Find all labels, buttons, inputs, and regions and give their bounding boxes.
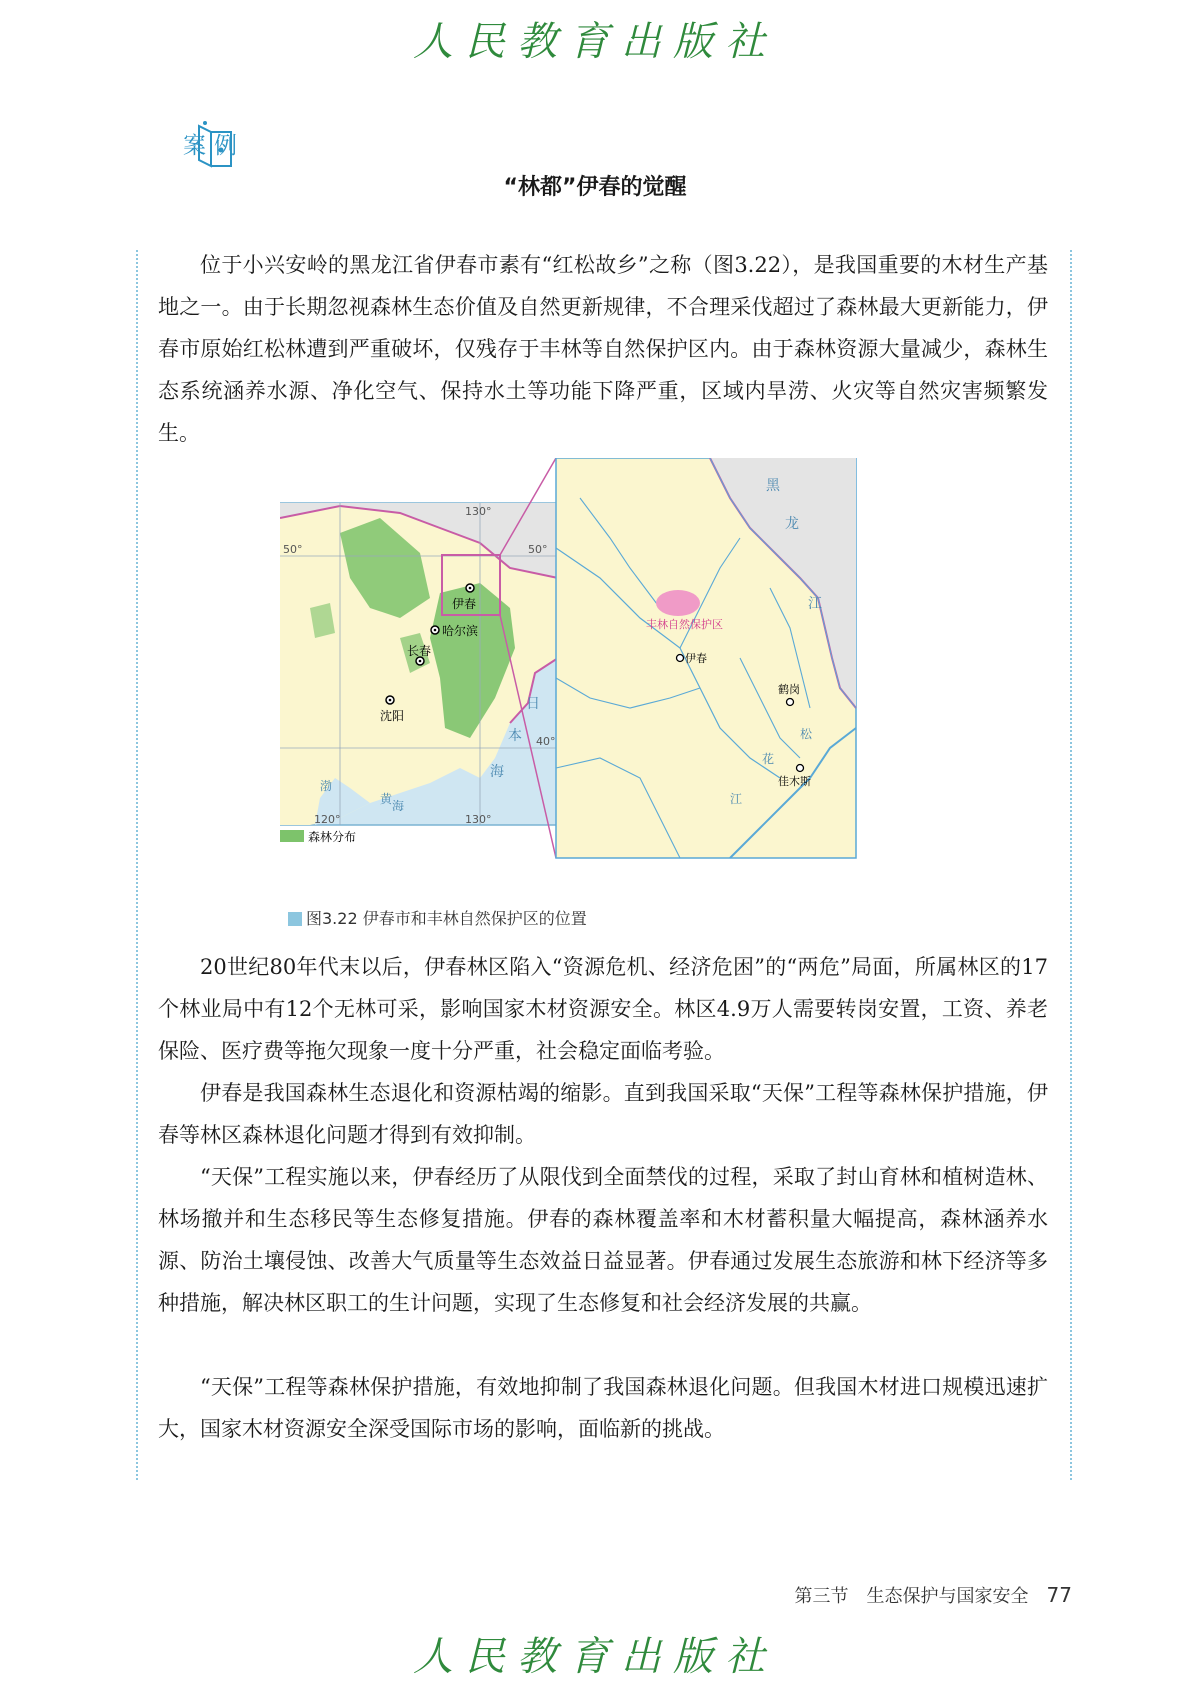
figure-caption xyxy=(288,906,587,929)
inset-city-hegang: 鹤岗 xyxy=(778,683,800,696)
river-label-song: 松 xyxy=(800,727,813,741)
river-label-jiang-2: 江 xyxy=(730,792,743,806)
lon-label-2: 120° xyxy=(314,813,341,826)
river-label-hua: 花 xyxy=(762,752,775,766)
sea-label-ben: 本 xyxy=(508,728,522,744)
city-changchun: 长春 xyxy=(407,644,432,658)
inset-city-jiamusi: 佳木斯 xyxy=(778,775,811,788)
lon-label-3: 130° xyxy=(465,813,492,826)
city-shenyang: 沈阳 xyxy=(380,709,405,723)
city-harbin: 哈尔滨 xyxy=(442,624,479,638)
paragraph-2: 20世纪80年代末以后，伊春林区陷入“资源危机、经济危困”的“两危”局面，所属林区的17个林业局中有12个无林可采，影响国家木材资源安全。林区4.9万人需要转岗安置，工资、养老保险、医疗费等拖欠现象一度十分严重，社会稳定面临考验。 xyxy=(158,955,1048,1063)
case-box-border-right xyxy=(1070,250,1072,1480)
page-number: 77 xyxy=(1046,1583,1072,1607)
sea-label-ri: 日 xyxy=(526,696,540,712)
sea-label-hai: 海 xyxy=(490,764,504,780)
caption-marker xyxy=(288,912,302,926)
sea-label-hai-2: 海 xyxy=(392,799,405,813)
publisher-logo-top: 人民教育出版社 xyxy=(413,19,777,65)
river-label-long: 龙 xyxy=(785,516,799,532)
paragraph-5: “天保”工程等森林保护措施，有效地抑制了我国森林退化问题。但我国木材进口规模迅速扩大，国家木材资源安全深受国际市场的影响，面临新的挑战。 xyxy=(158,1375,1048,1441)
sea-label-huang: 黄 xyxy=(380,792,393,806)
inset-map xyxy=(556,458,856,858)
inset-city-yichun: 伊春 xyxy=(685,652,707,665)
reserve-area xyxy=(656,590,700,616)
river-label-jiang: 江 xyxy=(808,596,822,612)
lon-label-1: 130° xyxy=(465,505,492,518)
page-footer xyxy=(795,1582,1072,1608)
city-yichun: 伊春 xyxy=(452,597,477,611)
lat-label-2: 50° xyxy=(528,543,548,556)
river-label-hei: 黑 xyxy=(766,478,780,494)
reserve-label: 丰林自然保护区 xyxy=(646,618,723,631)
paragraph-4: “天保”工程实施以来，伊春经历了从限伐到全面禁伐的过程，采取了封山育林和植树造林、林场撤并和生态移民等生态修复措施。伊春的森林覆盖率和木材蓄积量大幅提高，森林涵养水源、防治土壤侵蚀、改善大气质量等生态效益日益显著。伊春通过发展生态旅游和林下经济等多种措施，解决林区职工的生计问题，实现了生态修复和社会经济发展的共赢。 xyxy=(158,1165,1048,1315)
paragraph-3: 伊春是我国森林生态退化和资源枯竭的缩影。直到我国采取“天保”工程等森林保护措施，伊春等林区森林退化问题才得到有效抑制。 xyxy=(158,1081,1048,1147)
case-label: 案例 xyxy=(183,133,245,159)
publisher-logo-bottom: 人民教育出版社 xyxy=(413,1634,777,1680)
paragraph-1: 位于小兴安岭的黑龙江省伊春市素有“红松故乡”之称（图3.22），是我国重要的木材生产基地之一。由于长期忽视森林生态价值及自然更新规律，不合理采伐超过了森林最大更新能力，伊春市原始红松林遭到严重破坏，仅残存于丰林等自然保护区内。由于森林资源大量减少，森林生态系统涵养水源、净化空气、保持水土等功能下降严重，区域内旱涝、火灾等自然灾害频繁发生。 xyxy=(158,253,1048,445)
legend-forest-label: 森林分布 xyxy=(308,830,357,844)
figure-3-22 xyxy=(280,458,930,898)
lat-label-3: 40° xyxy=(536,735,556,748)
caption-text: 图3.22 伊春市和丰林自然保护区的位置 xyxy=(306,909,587,928)
footer-section: 第三节 生态保护与国家安全 xyxy=(794,1586,1029,1607)
sea-label-bo: 渤 xyxy=(320,779,333,793)
case-title: “林都”伊春的觉醒 xyxy=(503,175,687,200)
lat-label-1: 50° xyxy=(283,543,303,556)
legend-forest-swatch xyxy=(280,830,304,842)
case-box-border-left xyxy=(136,250,138,1480)
overview-map xyxy=(280,503,558,844)
